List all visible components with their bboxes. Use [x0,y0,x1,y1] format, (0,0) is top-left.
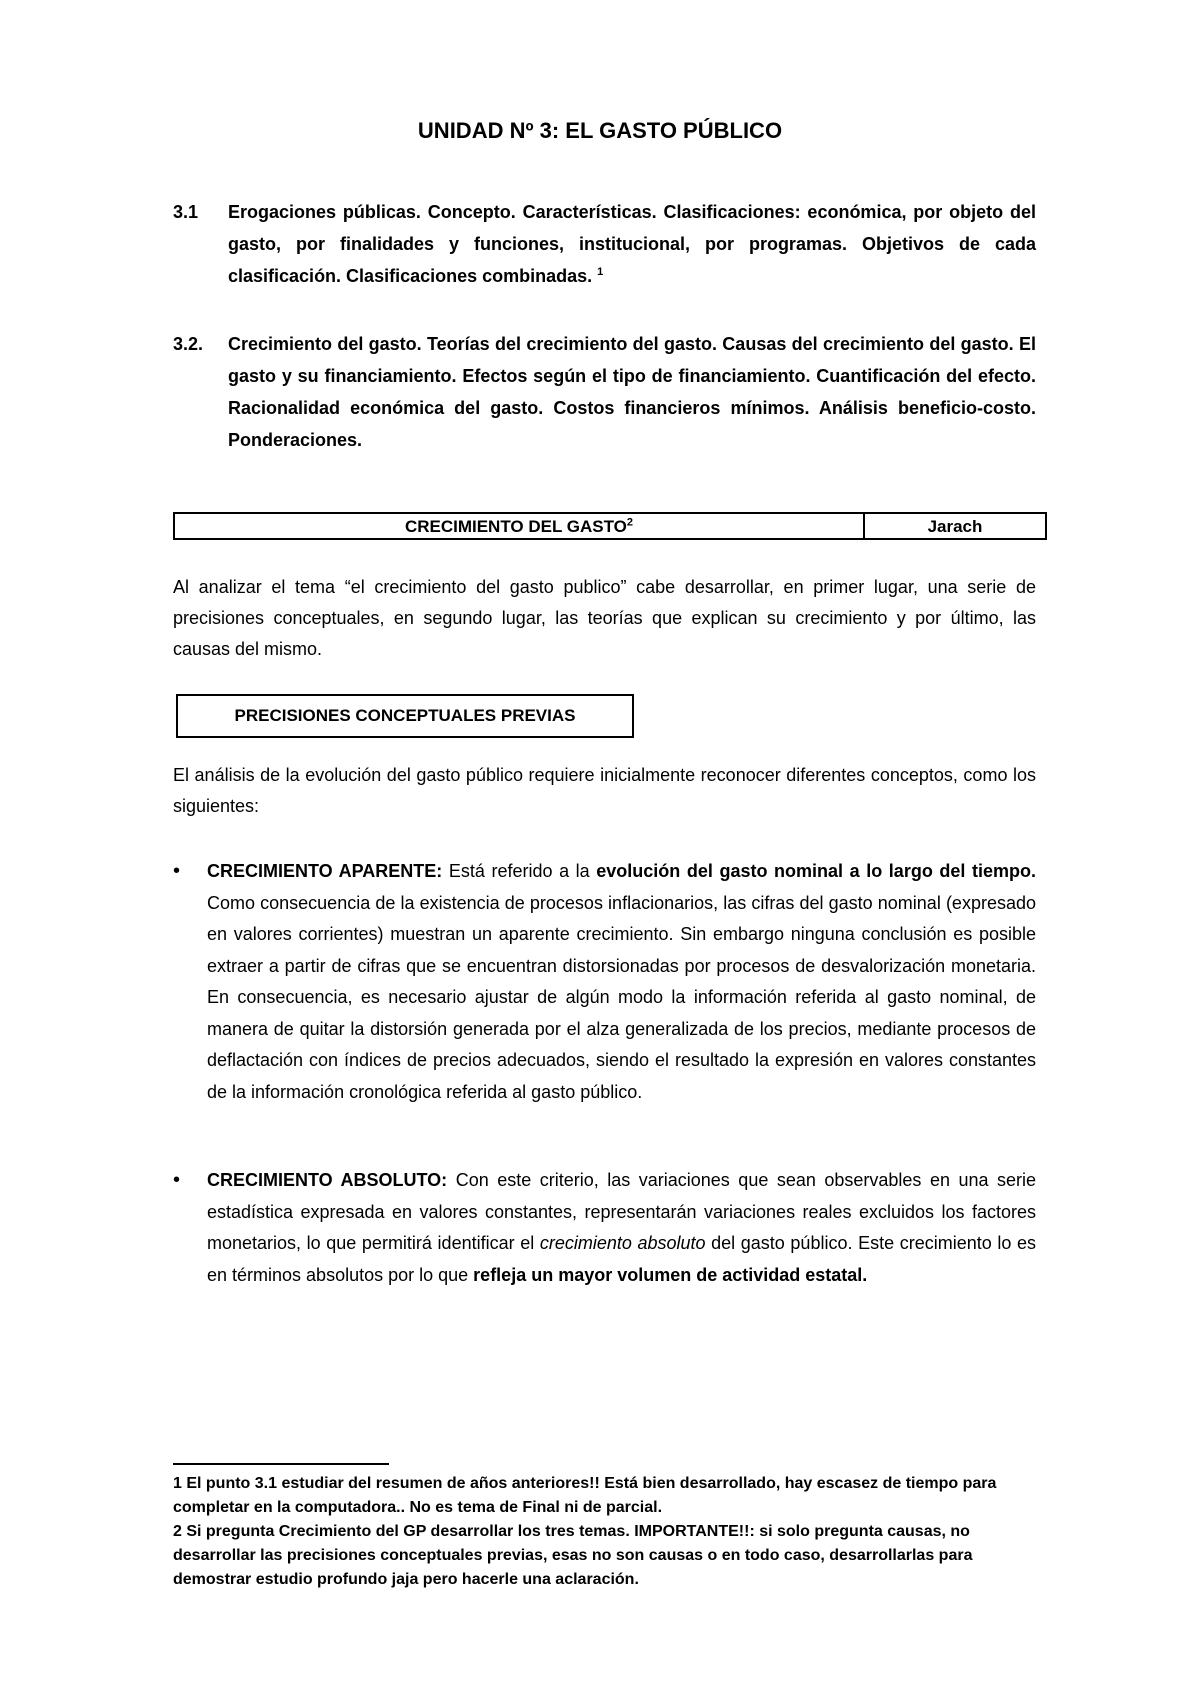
bullet-crecimiento-aparente: • CRECIMIENTO APARENTE: Está referido a la evolución del gasto nominal a lo largo del tiempo. Como consecuencia de la existencia de procesos inflacionarios, las cifras del gasto nominal (expresado en valores corrientes) muestran un aparente crecimiento. Sin embargo ninguna conclusión es posible extraer a partir de cifras que se encuentran distorsionadas por procesos de desvalorización monetaria. En consecuencia, es necesario ajustar de algún modo la información referida al gasto nominal, de manera de quitar la distorsión generada por el alza generalizada de los precios, mediante procesos de deflactación con índices de precios adecuados, siendo el resultado la expresión en valores constantes de la información cronológica referida al gasto público. [173,856,1036,1108]
topic-3-1 [173,196,1036,292]
footnote-separator [173,1463,389,1465]
footnote-ref-1[interactable]: 1 [597,266,604,278]
analysis-paragraph: El análisis de la evolución del gasto público requiere inicialmente reconocer diferentes conceptos, como los siguientes: [173,765,1036,816]
bullet-crecimiento-absoluto: • CRECIMIENTO ABSOLUTO: Con este criterio, las variaciones que sean observables en una serie estadística expresada en valores constantes, representarán variaciones reales excluidos los factores monetarios, lo que permitirá identificar el crecimiento absoluto del gasto público. Este crecimiento lo es en términos absolutos por lo que refleja un mayor volumen de actividad estatal. [173,1165,1036,1291]
topic-3-2 [173,328,1036,456]
section-author-cell: Jarach [927,517,983,536]
topic-text: Erogaciones públicas. Concepto. Características. Clasificaciones: económica, por objeto del gasto, por finalidades y funciones, institucional, por programas. Objetivos de cada clasificación. Clasificaciones combinadas. [228,202,1036,286]
topic-number: 3.1 [173,202,199,222]
section-title-cell: CRECIMIENTO DEL GASTO$^2$ [175,514,865,538]
footnote-2: 2 Si pregunta Crecimiento del GP desarrollar los tres temas. IMPORTANTE!!: si solo pregunta causas, no desarrollar las precisiones conceptuales previas, esas no son causas o en todo caso, desarrollarlas para demostrar estudio profundo jaja pero hacerle una aclaración. [173,1523,973,1588]
footnote-ref-2[interactable]: 2 [626,516,634,529]
boxed-heading: PRECISIONES CONCEPTUALES PREVIAS [176,694,634,738]
topic-text: Crecimiento del gasto. Teorías del crecimiento del gasto. Causas del crecimiento del gasto. El gasto y su financiamiento. Efectos según el tipo de financiamiento. Cuantificación del efecto. Racionalidad económica del gasto. Costos financieros mínimos. Análisis beneficio-costo. Ponderaciones. [228,334,1036,450]
bullet-icon: • [173,1169,181,1191]
intro-paragraph: Al analizar el tema “el crecimiento del gasto publico” cabe desarrollar, en primer lugar, una serie de precisiones conceptuales, en segundo lugar, las teorías que explican su crecimiento y por último, las causas del mismo. [173,577,1036,659]
section-header-table [173,512,1047,540]
bullet-icon: • [173,860,181,882]
page-title: UNIDAD Nº 3: EL GASTO PÚBLICO [417,118,783,143]
footnote-1: 1 El punto 3.1 estudiar del resumen de años anteriores!! Está bien desarrollado, hay escasez de tiempo para completar en la computadora.. No es tema de Final ni de parcial. [173,1475,997,1516]
topic-number: 3.2. [173,334,204,354]
